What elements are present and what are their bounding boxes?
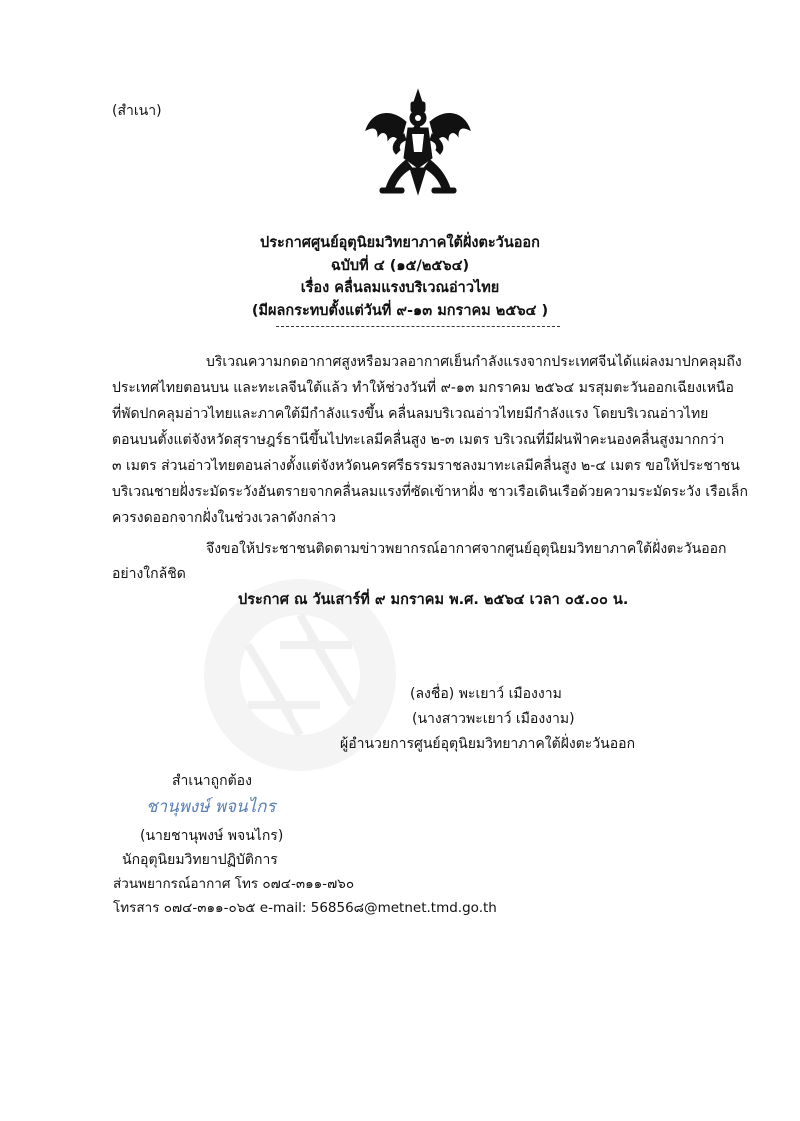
body-line-1: บริเวณความกดอากาศสูงหรือมวลอากาศเย็นกำลังแรงจากประเทศจีนได้แผ่ลงมาปกคลุมถึง	[206, 354, 742, 370]
body-line-7: ควรงดออกจากฝั่งในช่วงเวลาดังกล่าว	[112, 510, 336, 526]
follow-line-1: จึงขอให้ประชาชนติดตามข่าวพยากรณ์อากาศจากศูนย์อุตุนิยมวิทยาภาคใต้ฝั่งตะวันออก	[206, 541, 727, 557]
title-divider	[276, 326, 560, 327]
body-line-4: ตอนบนตั้งแต่จังหวัดสุราษฎร์ธานีขึ้นไปทะเลมีคลื่นสูง ๒-๓ เมตร บริเวณที่มีฝนฟ้าคะนองคลื่นสูงมากกว่า	[112, 432, 725, 448]
certified-label: สำเนาถูกต้อง	[172, 773, 252, 789]
body-line-2: ประเทศไทยตอนบน และทะเลจีนใต้แล้ว ทำให้ช่วงวันที่ ๙-๑๓ มกราคม ๒๕๖๔ มรสุมตะวันออกเฉียงเหนือ	[112, 380, 734, 396]
follow-line-2: อย่างใกล้ชิด	[112, 566, 186, 582]
body-line-3: ที่พัดปกคลุมอ่าวไทยและภาคใต้มีกำลังแรงขึ้น คลื่นลมบริเวณอ่าวไทยมีกำลังแรง โดยบริเวณอ่าวไทย	[112, 406, 709, 422]
body-line-5: ๓ เมตร ส่วนอ่าวไทยตอนล่างตั้งแต่จังหวัดนครศรีธรรมราชลงมาทะเลมีคลื่นสูง ๒-๔ เมตร ขอให้ประชาชน	[112, 458, 740, 474]
handwritten-signature: ชานุพงษ์ พจนไกร	[146, 797, 276, 817]
announcement-title: ประกาศศูนย์อุตุนิยมวิทยาภาคใต้ฝั่งตะวันออก	[260, 235, 540, 251]
signed-line: (ลงชื่อ) พะเยาว์ เมืองงาม	[410, 686, 562, 702]
garuda-emblem-icon	[360, 88, 476, 198]
body-line-6: บริเวณชายฝั่งระมัดระวังอันตรายจากคลื่นลมแรงที่ซัดเข้าหาฝั่ง ชาวเรือเดินเรือด้วยความระมัดระวัง เรือเล็ก	[112, 484, 748, 500]
signer-position: ผู้อำนวยการศูนย์อุตุนิยมวิทยาภาคใต้ฝั่งตะวันออก	[340, 736, 636, 752]
issue-number: ฉบับที่ ๔ (๑๕/๒๕๖๔)	[330, 258, 470, 274]
fax-email: โทรสาร ๐๗๔-๓๑๑-๐๖๕ e-mail: 56856๘@metnet.tmd.go.th	[113, 900, 497, 916]
subject: เรื่อง คลื่นลมแรงบริเวณอ่าวไทย	[300, 280, 500, 296]
signer-full-name: (นางสาวพะเยาว์ เมืองงาม)	[412, 711, 575, 727]
effective-period: (มีผลกระทบตั้งแต่วันที่ ๙-๑๓ มกราคม ๒๕๖๔ )	[251, 303, 549, 319]
copy-label: (สำเนา)	[112, 103, 162, 119]
certifier-name: (นายชานุพงษ์ พจนไกร)	[140, 828, 284, 844]
certifier-position: นักอุตุนิยมวิทยาปฏิบัติการ	[122, 852, 278, 868]
announce-date: ประกาศ ณ วันเสาร์ที่ ๙ มกราคม พ.ศ. ๒๕๖๔ เวลา ๐๕.๐๐ น.	[238, 592, 629, 608]
department-phone: ส่วนพยากรณ์อากาศ โทร ๐๗๔-๓๑๑-๗๖๐	[113, 876, 355, 892]
